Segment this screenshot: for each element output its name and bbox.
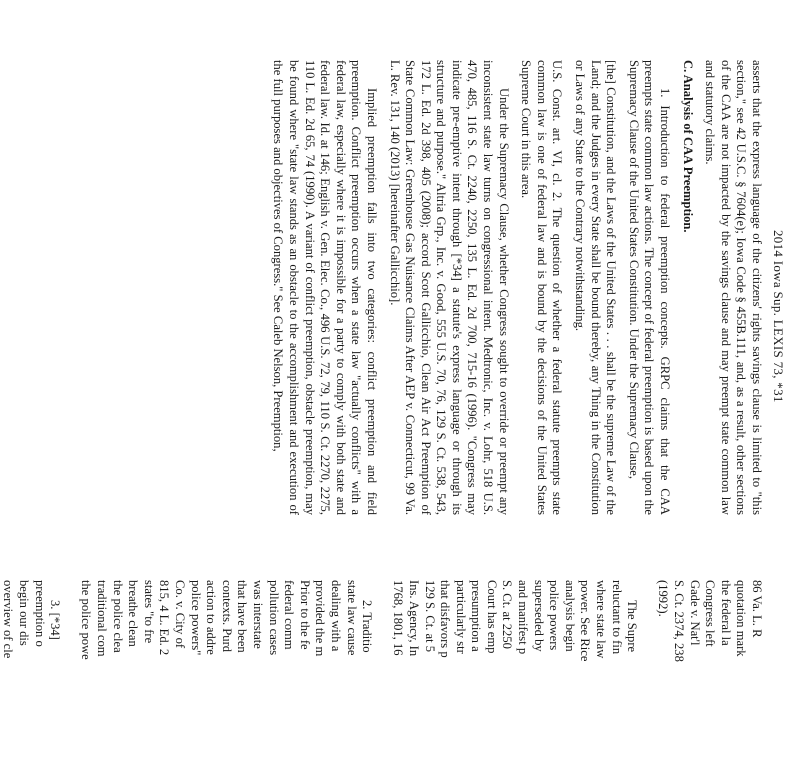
right-line: S. Ct. 2374, 238	[672, 580, 687, 662]
right-line: dealing with a	[328, 580, 343, 652]
right-line: action to addre	[204, 580, 219, 655]
paragraph-implied-preemption: Implied preemption falls into two categories: conflict preemption and field preemption. Conflict preemption occurs when a state law "actually conflicts" with a federal law, especially where it is impossible for a party to comply with both state and federal law. Id. at 146; English v. Gen. Elec. Co., 496 U.S. 72, 79, 110 S. Ct. 2270, 2275, 110 L. Ed. 2d 65, 74 (1990). A variant of conflict preemption, obstacle preemption, may be found where "state law stands as an obstacle to the accomplishment and execution of the full purposes and objectives of Congress." See Caleb Nelson, Preemption,	[271, 60, 379, 515]
page-header	[768, 60, 786, 618]
right-line: police powers	[547, 580, 562, 651]
right-line: Co. v. City of	[173, 580, 188, 649]
right-line: that disfavors p	[438, 580, 453, 658]
paragraph-congressional-intent: Under the Supremacy Clause, whether Congress sought to override or preempt any inconsistent state law turns on congressional intent. Medtronic, Inc. v. Lohr, 518 U.S. 470, 485, 116 S. Ct. 2240, 2250, 135 L. Ed. 2d 700, 715-16 (1996). "Congress may indicate pre-emptive intent through [*34] a statute's express language or through its structure and purpose." Altria Grp., Inc. v. Good, 555 U.S. 70, 76, 129 S. Ct. 538, 543, 172 L. Ed. 2d 398, 405 (2008); accord Scott Gallicchio, Clean Air Act Preemption of State Common Law: Greenhouse Gas Nuisance Claims After AEP v. Connecticut, 99 Va. L. Rev. 131, 140 (2013) [hereinafter Gallicchio].	[387, 60, 511, 515]
right-line: was interstate	[251, 580, 265, 649]
intro-paragraph: asserts that the express language of the citizens' rights savings clause is limited to "this section," see 42 U.S.C. § 7604(e); Iowa Code § 455B.111, and, as a result, other sections of the CAA are not impacted by the savings clause and may preempt state common law and statutory claims.	[703, 60, 764, 515]
right-line: state law cause	[344, 580, 359, 656]
right-line	[62, 580, 78, 780]
right-line: The Supre	[625, 600, 640, 653]
right-line: Prior to the fe	[297, 580, 312, 650]
paragraph-introduction: 1. Introduction to federal preemption concepts. GRPC claims that the CAA preempts state common law actions. The concept of federal preemption is based upon the Supremacy Clause of the United States Constitution. Under the Supremacy Clause,	[626, 60, 673, 515]
header-citation: 2014 Iowa Sup. LEXIS 73, *31	[771, 230, 786, 403]
right-line: breathe clean	[126, 580, 141, 647]
right-line: the police powe	[79, 580, 94, 660]
right-line: 2. Traditio	[360, 600, 375, 653]
right-line: analysis begin	[562, 580, 577, 652]
right-line: contexts. Purd	[219, 580, 234, 653]
right-line: 86 Va. L. R	[750, 580, 764, 638]
right-line: pollution cases	[266, 580, 281, 656]
right-line: Congress left	[703, 580, 718, 647]
right-line: traditional com	[95, 580, 110, 657]
right-line: S. Ct. at 2250	[500, 580, 515, 649]
right-line: 815, 4 L. Ed. 2	[157, 580, 172, 656]
right-line: where state law	[594, 580, 609, 659]
right-line: particularly str	[453, 580, 468, 654]
right-line: begin our dis	[17, 580, 32, 646]
right-line: preemption o	[32, 580, 47, 647]
right-line: power. See Rice	[578, 580, 593, 662]
right-line: quotation mark	[734, 580, 749, 657]
right-line: that have been	[235, 580, 250, 653]
right-line: Ins. Agency, In	[406, 580, 421, 657]
right-line: presumption a	[469, 580, 484, 652]
supremacy-clause-quote: [the] Constitution, and the Laws of the United States . . . shall be the supreme Law of the Land; and the Judges in every State shall be bound thereby, any Thing in the Constitution or Laws of any State to the Contrary notwithstanding.	[573, 60, 619, 515]
section-heading: C. Analysis of CAA Preemption.	[680, 60, 695, 233]
right-line: Court has emp	[484, 580, 499, 654]
paragraph-constitution-cite: U.S. Const. art. VI, cl. 2. The question of whether a federal statute preempts state common law is one of federal law and is bound by the decisions of the United States Supreme Court in this area.	[519, 60, 565, 515]
right-line: superseded by	[531, 580, 546, 652]
right-line: 1768, 1801, 16	[391, 580, 406, 656]
right-line: and manifest p	[516, 580, 531, 655]
right-line: police powers"	[188, 580, 203, 656]
right-line: overview of cle	[1, 580, 16, 659]
right-line: federal comm	[282, 580, 297, 650]
right-line: Gade v. Nat'l	[687, 580, 702, 646]
right-line: the federal la	[718, 580, 733, 646]
right-line: provided the m	[313, 580, 328, 657]
right-line	[639, 580, 655, 780]
right-line: 129 S. Ct. at 5	[422, 580, 437, 653]
right-line: the police clea	[110, 580, 125, 653]
right-line: 3. [*34]	[48, 600, 63, 640]
right-line: reluctant to fin	[609, 580, 624, 655]
right-line: states "to fre	[141, 580, 156, 644]
right-column	[0, 580, 764, 780]
left-column	[270, 60, 764, 515]
right-line: (1992).	[656, 580, 671, 617]
right-line	[374, 580, 390, 780]
